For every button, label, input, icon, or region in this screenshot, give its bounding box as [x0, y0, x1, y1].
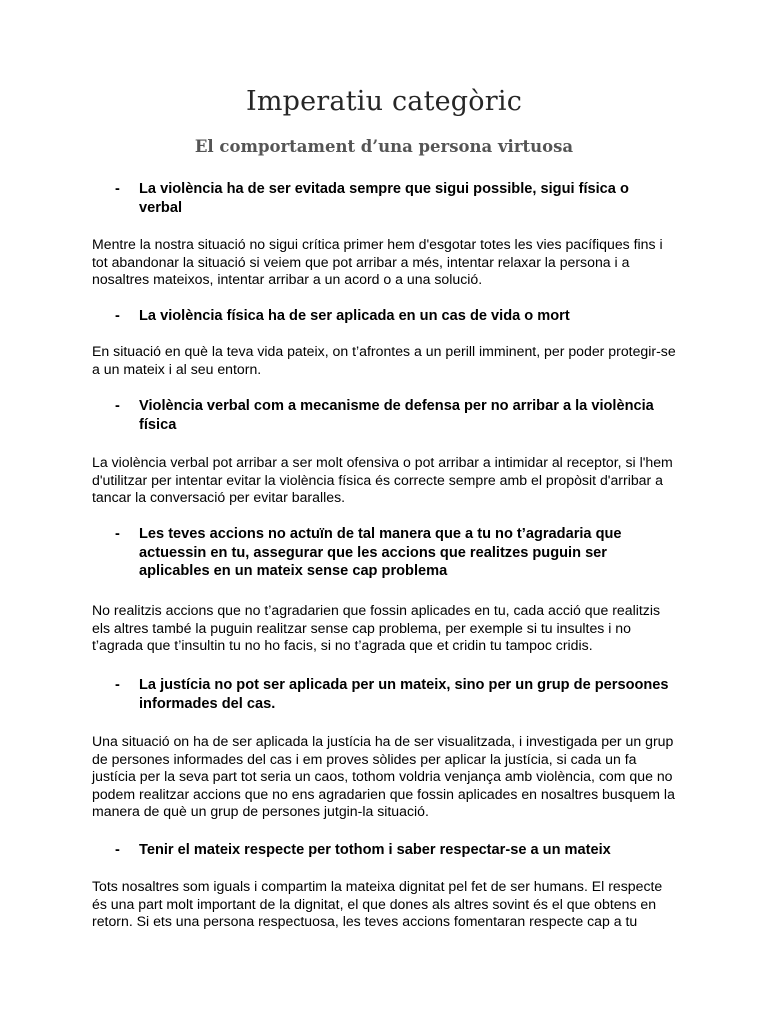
section-body-5: Una situació on ha de ser aplicada la justícia ha de ser visualitzada, i investigada per un grup de persones informades del cas i em proves sòlides per aplicar la justícia, si cada un fa justícia per la seva part tot seria un caos, tothom voldria venjança amb violència, com que no podem realitzar accions que no ens agradarien que fossin aplicades en nosaltres busquem la manera de què un grup de persones jutgin-la situació. [92, 733, 675, 820]
bullet-dash: - [115, 677, 120, 693]
document-title: Imperatiu categòric [245, 86, 523, 117]
section-heading-3 [115, 397, 675, 434]
section-heading-2 [115, 307, 675, 326]
bullet-dash: - [115, 308, 120, 324]
section-heading-text: Les teves accions no actuïn de tal manera que a tu no t’agradaria que actuessin en tu, assegurar que les accions que realitzes puguin ser aplicables en un mateix sense cap problema [139, 526, 622, 579]
section-heading-text: La violència física ha de ser aplicada en un cas de vida o mort [139, 308, 570, 324]
section-heading-1 [115, 180, 675, 217]
section-heading-text: Tenir el mateix respecte per tothom i saber respectar-se a un mateix [139, 842, 611, 858]
section-heading-4 [115, 525, 675, 581]
section-heading-text: Violència verbal com a mecanisme de defensa per no arribar a la violència física [139, 398, 654, 433]
section-heading-6 [115, 841, 675, 860]
section-heading-text: La justícia no pot ser aplicada per un mateix, sino per un grup de persoones informades del cas. [139, 677, 669, 712]
section-heading-text: La violència ha de ser evitada sempre que sigui possible, sigui física o verbal [139, 181, 629, 216]
section-body-1: Mentre la nostra situació no sigui crítica primer hem d'esgotar totes les vies pacífiques fins i tot abandonar la situació si veiem que pot arribar a més, intentar relaxar la persona i a nosaltres mateixos, intentar arribar a un acord o a una solució. [92, 236, 663, 288]
bullet-dash: - [115, 842, 120, 858]
section-heading-5 [115, 676, 675, 713]
section-body-6: Tots nosaltres som iguals i compartim la mateixa dignitat pel fet de ser humans. El respecte és una part molt important de la dignitat, el que dones als altres sovint és el que obtens en retorn. Si ets una persona respectuosa, les teves accions fomentaran respecte cap a tu [92, 878, 663, 930]
section-body-2: En situació en què la teva vida pateix, on t’afrontes a un perill imminent, per poder protegir-se a un mateix i al seu entorn. [92, 343, 676, 377]
document-subtitle: El comportament d’una persona virtuosa [194, 137, 574, 156]
section-body-3: La violència verbal pot arribar a ser molt ofensiva o pot arribar a intimidar al receptor, si l'hem d'utilitzar per intentar evitar la violència física és correcte sempre amb el propòsit d'arribar a tancar la conversació per evitar baralles. [92, 454, 673, 506]
bullet-dash: - [115, 181, 120, 197]
bullet-dash: - [115, 398, 120, 414]
bullet-dash: - [115, 526, 120, 542]
section-body-4: No realitzis accions que no t’agradarien que fossin aplicades en tu, cada acció que realitzis els altres també la puguin realitzar sense cap problema, per exemple si tu insultes i no t’agrada que t’insultin tu no ho facis, si no t’agrada que et cridin tu tampoc cridis. [92, 602, 660, 654]
